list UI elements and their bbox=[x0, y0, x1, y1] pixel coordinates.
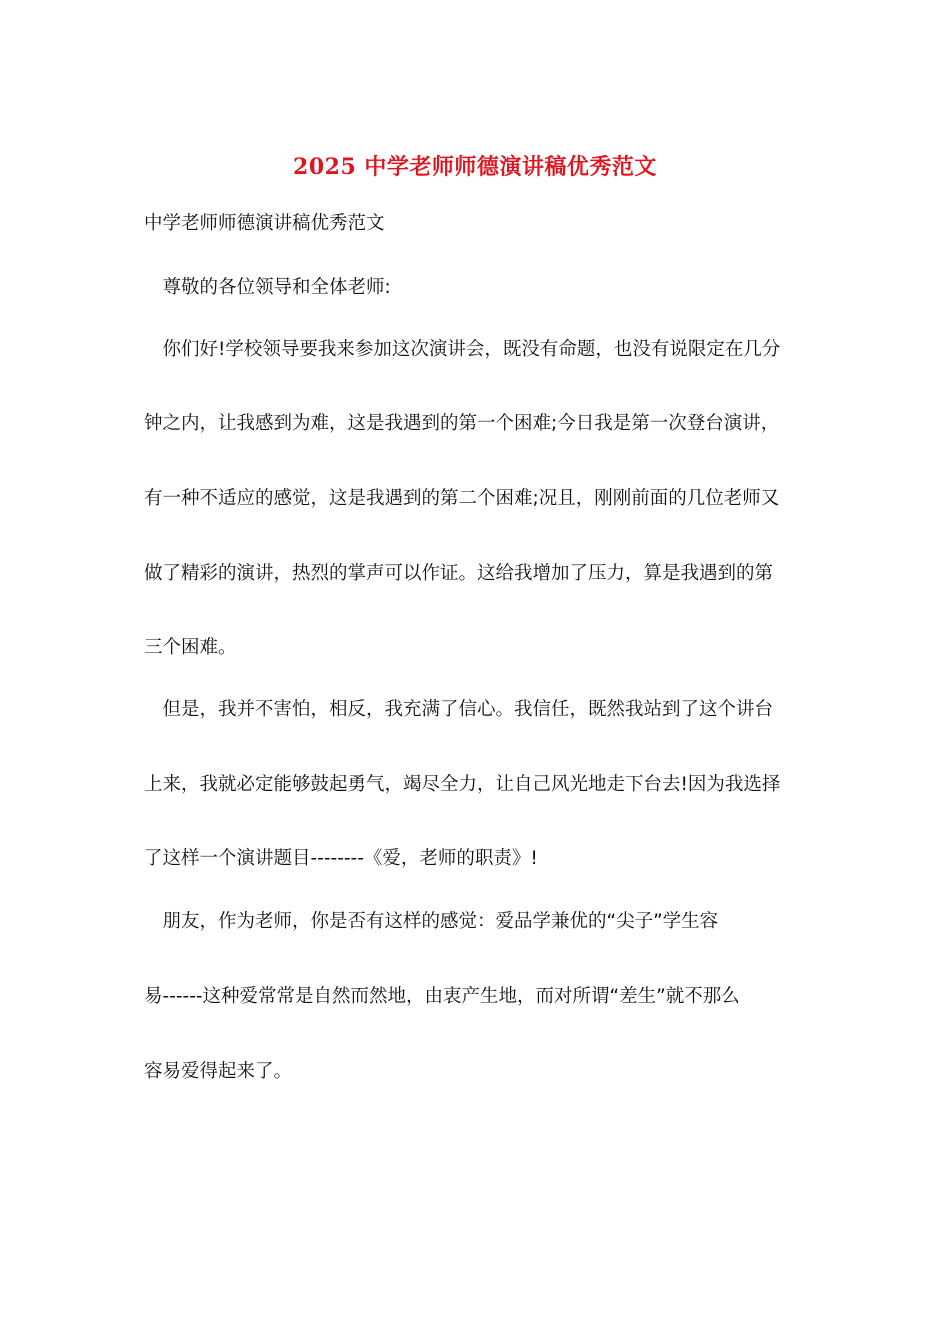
paragraph-line: 朋友，作为老师，你是否有这样的感觉：爱品学兼优的“尖子”学生容 bbox=[144, 911, 719, 932]
paragraph-line: 做了精彩的演讲，热烈的掌声可以作证。这给我增加了压力，算是我遇到的第 bbox=[144, 563, 774, 584]
paragraph-line: 你们好!学校领导要我来参加这次演讲会，既没有命题，也没有说限定在几分 bbox=[144, 339, 781, 360]
paragraph-line: 容易爱得起来了。 bbox=[144, 1061, 293, 1082]
salutation-line: 尊敬的各位领导和全体老师: bbox=[144, 277, 391, 298]
document-title: 2025 中学老师师德演讲稿优秀范文 bbox=[293, 154, 657, 180]
paragraph-line: 了这样一个演讲题目--------《爱，老师的职责》! bbox=[144, 848, 538, 869]
paragraph-line: 钟之内，让我感到为难，这是我遇到的第一个困难;今日我是第一次登台演讲， bbox=[144, 413, 780, 434]
paragraph-line: 三个困难。 bbox=[144, 637, 237, 658]
paragraph-line: 上来，我就必定能够鼓起勇气，竭尽全力，让自己风光地走下台去!因为我选择 bbox=[144, 774, 781, 795]
paragraph-line: 有一种不适应的感觉，这是我遇到的第二个困难;况且，刚刚前面的几位老师又 bbox=[144, 488, 780, 509]
paragraph-line: 但是，我并不害怕，相反，我充满了信心。我信任，既然我站到了这个讲台 bbox=[144, 699, 774, 720]
paragraph-line: 易------这种爱常常是自然而然地，由衷产生地，而对所谓“差生”就不那么 bbox=[144, 986, 740, 1007]
subtitle-line: 中学老师师德演讲稿优秀范文 bbox=[144, 213, 385, 234]
